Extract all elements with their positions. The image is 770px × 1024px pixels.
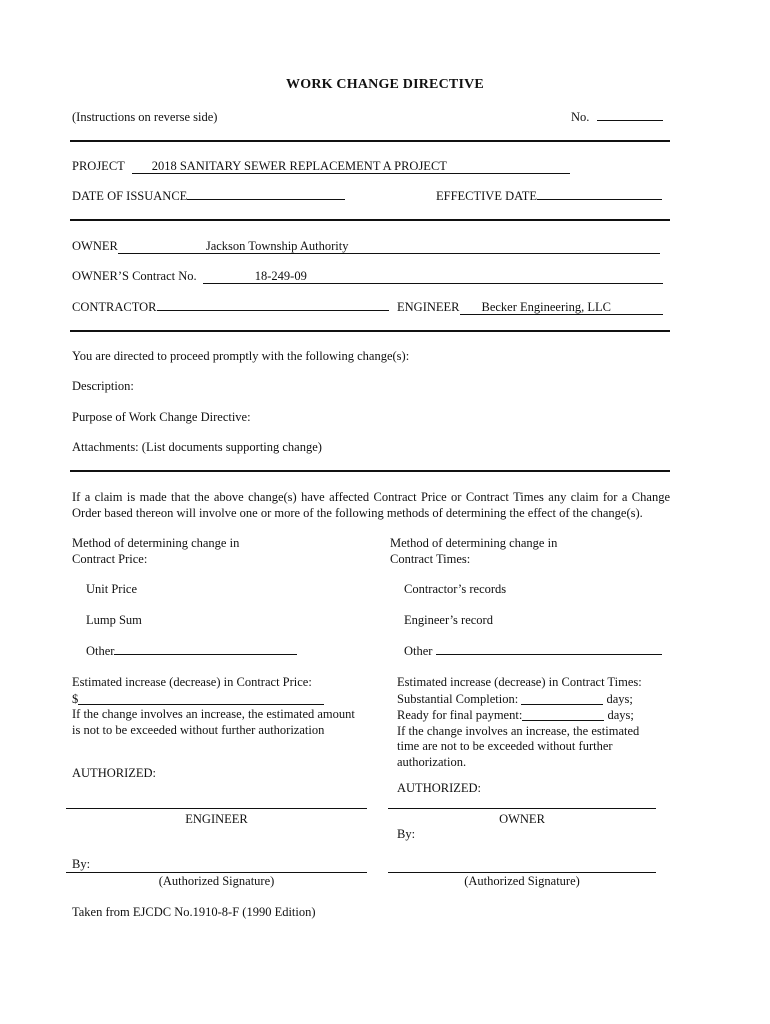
times-other-field[interactable]	[436, 654, 662, 655]
section-divider	[70, 140, 670, 142]
times-note-line-2: time are not to be exceeded without further	[397, 739, 613, 753]
owner-contract-label: OWNER’S Contract No.	[72, 269, 197, 283]
project-value: 2018 SANITARY SEWER REPLACEMENT A PROJECT	[151, 159, 447, 173]
final-payment-field[interactable]	[522, 707, 604, 721]
price-note-line-2: is not to be exceeded without further authorization	[72, 722, 325, 737]
effective-date-field[interactable]	[537, 199, 662, 200]
times-option-other[interactable]: Other	[390, 645, 662, 658]
engineer-authorized-signature-caption: (Authorized Signature)	[158, 874, 275, 888]
instructions-note: (Instructions on reverse side)	[72, 110, 218, 124]
contractor-row	[72, 301, 389, 314]
engineer-label: ENGINEER	[397, 300, 460, 314]
price-estimate-label: Estimated increase (decrease) in Contract Price:	[72, 675, 312, 689]
directive-number	[571, 111, 663, 124]
form-title: WORK CHANGE DIRECTIVE	[286, 77, 484, 92]
owner-authorized-signature-caption: (Authorized Signature)	[464, 874, 580, 888]
times-note-line-3: authorization.	[397, 754, 467, 769]
description-label: Description:	[72, 379, 134, 393]
substantial-completion-field[interactable]	[521, 691, 603, 705]
price-option-unit-price[interactable]: Unit Price	[72, 583, 137, 596]
times-other-checkbox-icon[interactable]	[390, 647, 398, 656]
owner-contract-value: 18-249-09	[254, 269, 307, 283]
times-estimate-label: Estimated increase (decrease) in Contract Times:	[397, 675, 642, 689]
owner-signature-line[interactable]	[388, 808, 656, 809]
proceed-text: You are directed to proceed promptly with the following change(s):	[72, 349, 410, 363]
price-amount-row: $	[72, 691, 355, 708]
effective-date-row	[436, 190, 662, 203]
price-estimate-block	[72, 675, 355, 738]
owner-contract-field[interactable]	[203, 270, 663, 284]
times-option-contractors-records[interactable]: Contractor’s records	[390, 583, 506, 596]
owner-caption: OWNER	[499, 812, 545, 826]
section-divider	[70, 219, 670, 221]
times-method-heading: Method of determining change in Contract Times:	[390, 536, 558, 566]
date-of-issuance-field[interactable]	[187, 199, 345, 200]
engineers-record-checkbox-icon[interactable]	[390, 616, 398, 625]
owner-value: Jackson Township Authority	[205, 239, 349, 253]
price-option-lump-sum[interactable]: Lump Sum	[72, 614, 142, 627]
price-option-other[interactable]: Other	[72, 645, 297, 658]
engineer-authorized-signature-line[interactable]	[66, 872, 367, 873]
price-other-field[interactable]	[114, 654, 297, 655]
lump-sum-checkbox-icon[interactable]	[72, 616, 80, 625]
project-label: PROJECT	[72, 159, 125, 173]
contractor-field[interactable]	[157, 310, 389, 311]
engineer-value: Becker Engineering, LLC	[481, 300, 611, 314]
date-of-issuance-label: DATE OF ISSUANCE	[72, 189, 188, 203]
owner-label: OWNER	[72, 239, 118, 253]
price-amount-field[interactable]	[78, 691, 324, 705]
claim-paragraph: If a claim is made that the above change(s) have affected Contract Price or Contract Times any claim for a Change Order based thereon will involve one or more of the following methods of determining the effect of the change(s).	[72, 490, 670, 520]
price-method-heading: Method of determining change in Contract Price:	[72, 536, 240, 566]
engineer-signature-line[interactable]	[66, 808, 367, 809]
engineer-field[interactable]	[460, 301, 663, 315]
section-divider	[70, 470, 670, 472]
substantial-completion-row: Substantial Completion: days;	[397, 691, 633, 706]
date-of-issuance-row	[72, 190, 345, 203]
contractor-label: CONTRACTOR	[72, 300, 157, 314]
project-row	[72, 160, 570, 174]
source-footnote: Taken from EJCDC No.1910-8-F (1990 Edition)	[72, 905, 316, 919]
unit-price-checkbox-icon[interactable]	[72, 585, 80, 594]
section-divider	[70, 330, 670, 332]
final-payment-row: Ready for final payment: days;	[397, 708, 634, 722]
contractors-records-checkbox-icon[interactable]	[390, 585, 398, 594]
directive-number-label: No.	[571, 110, 590, 124]
times-authorized-label: AUTHORIZED:	[397, 781, 482, 795]
owner-field[interactable]	[118, 240, 660, 254]
project-field[interactable]	[132, 160, 570, 174]
engineer-by-label: By:	[72, 857, 91, 871]
owner-row	[72, 240, 660, 254]
owner-contract-row	[72, 270, 663, 284]
times-note-line-1: If the change involves an increase, the estimated	[397, 723, 640, 738]
times-option-engineers-record[interactable]: Engineer’s record	[390, 614, 493, 627]
price-other-checkbox-icon[interactable]	[72, 647, 80, 656]
purpose-label: Purpose of Work Change Directive:	[72, 410, 251, 424]
price-authorized-label: AUTHORIZED:	[72, 766, 157, 780]
attachments-label: Attachments: (List documents supporting change)	[72, 440, 322, 454]
price-note-line-1: If the change involves an increase, the estimated amount	[72, 707, 355, 721]
engineer-caption: ENGINEER	[185, 812, 248, 826]
directive-number-field[interactable]	[597, 120, 663, 121]
effective-date-label: EFFECTIVE DATE	[436, 189, 538, 203]
owner-by-label: By:	[397, 827, 416, 841]
times-estimate-block	[397, 675, 642, 770]
engineer-row	[397, 301, 663, 315]
owner-authorized-signature-line[interactable]	[388, 872, 656, 873]
